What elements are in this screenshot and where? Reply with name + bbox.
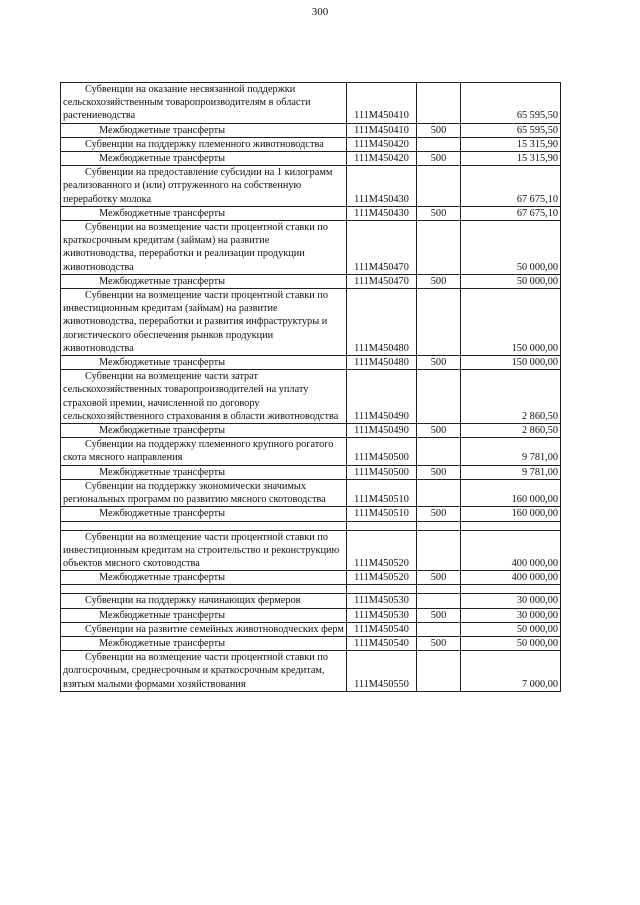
row-type xyxy=(417,370,461,424)
row-code: 111M450510 xyxy=(347,479,417,506)
table-row xyxy=(61,530,561,571)
row-name: Межбюджетные трансферты xyxy=(61,507,347,521)
row-sum: 7 000,00 xyxy=(461,651,561,692)
row-sum: 160 000,00 xyxy=(461,479,561,506)
spacer-row xyxy=(61,521,561,530)
row-sum: 150 000,00 xyxy=(461,289,561,356)
row-code: 111M450500 xyxy=(347,438,417,465)
row-code: 111M450510 xyxy=(347,507,417,521)
table-row xyxy=(61,356,561,370)
table-row xyxy=(61,622,561,636)
row-sum: 65 595,50 xyxy=(461,123,561,137)
table-row xyxy=(61,507,561,521)
table-row xyxy=(61,221,561,275)
spacer-row xyxy=(61,585,561,594)
table-row xyxy=(61,152,561,166)
row-sum: 50 000,00 xyxy=(461,636,561,650)
row-code: 111M450430 xyxy=(347,166,417,207)
row-type: 500 xyxy=(417,356,461,370)
row-type: 500 xyxy=(417,571,461,585)
table-row xyxy=(61,438,561,465)
row-type: 500 xyxy=(417,608,461,622)
row-type xyxy=(417,137,461,151)
row-type: 500 xyxy=(417,152,461,166)
row-sum: 15 315,90 xyxy=(461,137,561,151)
row-type: 500 xyxy=(417,636,461,650)
row-sum: 2 860,50 xyxy=(461,370,561,424)
row-type: 500 xyxy=(417,274,461,288)
row-name: Субвенции на оказание несвязанной поддержки сельскохозяйственным товаропроизводителям в области растениеводства xyxy=(61,83,347,124)
row-code: 111M450520 xyxy=(347,530,417,571)
row-sum: 160 000,00 xyxy=(461,507,561,521)
table-row xyxy=(61,83,561,124)
table-row xyxy=(61,571,561,585)
row-sum: 50 000,00 xyxy=(461,221,561,275)
row-name: Субвенции на развитие семейных животноводческих ферм xyxy=(61,622,347,636)
row-sum: 50 000,00 xyxy=(461,274,561,288)
row-name: Межбюджетные трансферты xyxy=(61,206,347,220)
row-type: 500 xyxy=(417,424,461,438)
row-name: Межбюджетные трансферты xyxy=(61,571,347,585)
row-sum: 9 781,00 xyxy=(461,465,561,479)
row-name: Межбюджетные трансферты xyxy=(61,152,347,166)
row-name: Субвенции на поддержку начинающих фермеров xyxy=(61,594,347,608)
row-type xyxy=(417,651,461,692)
table-row xyxy=(61,274,561,288)
row-type: 500 xyxy=(417,206,461,220)
table-row xyxy=(61,636,561,650)
row-code: 111M450490 xyxy=(347,424,417,438)
row-type xyxy=(417,622,461,636)
row-type xyxy=(417,594,461,608)
table-row xyxy=(61,608,561,622)
row-type: 500 xyxy=(417,507,461,521)
row-code: 111M450530 xyxy=(347,608,417,622)
row-name: Субвенции на возмещение части процентной ставки по инвестиционным кредитам на строительство и реконструкцию объектов мясного скотоводства xyxy=(61,530,347,571)
row-name: Межбюджетные трансферты xyxy=(61,123,347,137)
row-name: Межбюджетные трансферты xyxy=(61,424,347,438)
table-row xyxy=(61,424,561,438)
row-code: 111M450410 xyxy=(347,123,417,137)
row-code: 111M450550 xyxy=(347,651,417,692)
row-code: 111M450420 xyxy=(347,152,417,166)
table-row xyxy=(61,289,561,356)
row-name: Межбюджетные трансферты xyxy=(61,274,347,288)
table-row xyxy=(61,465,561,479)
row-name: Субвенции на возмещение части затрат сельскохозяйственных товаропроизводителей на уплату страховой премии, начисленной по договору сельскохозяйственного страхования в области животноводства xyxy=(61,370,347,424)
row-code: 111M450500 xyxy=(347,465,417,479)
row-name: Субвенции на возмещение части процентной ставки по долгосрочным, среднесрочным и краткосрочным кредитам, взятым малыми формами хозяйствования xyxy=(61,651,347,692)
page-number: 300 xyxy=(311,6,329,18)
row-type: 500 xyxy=(417,123,461,137)
row-type xyxy=(417,289,461,356)
table-row xyxy=(61,206,561,220)
row-sum: 50 000,00 xyxy=(461,622,561,636)
row-name: Субвенции на возмещение части процентной ставки по краткосрочным кредитам (займам) на развитие животноводства, переработки и реализации продукции животноводства xyxy=(61,221,347,275)
row-name: Субвенции на поддержку племенного животноводства xyxy=(61,137,347,151)
row-code: 111M450410 xyxy=(347,83,417,124)
row-name: Субвенции на поддержку экономически значимых региональных программ по развитию мясного скотоводства xyxy=(61,479,347,506)
row-code: 111M450490 xyxy=(347,370,417,424)
table-row xyxy=(61,137,561,151)
table-row xyxy=(61,651,561,692)
row-type xyxy=(417,438,461,465)
table-row xyxy=(61,370,561,424)
row-code: 111M450470 xyxy=(347,221,417,275)
row-sum: 2 860,50 xyxy=(461,424,561,438)
row-sum: 65 595,50 xyxy=(461,83,561,124)
row-type xyxy=(417,166,461,207)
row-name: Субвенции на возмещение части процентной ставки по инвестиционным кредитам (займам) на развитие животноводства, переработки и развития инфраструктуры и логистического обеспечения рынков продукции животноводства xyxy=(61,289,347,356)
row-type xyxy=(417,479,461,506)
row-sum: 150 000,00 xyxy=(461,356,561,370)
row-type xyxy=(417,530,461,571)
row-code: 111M450540 xyxy=(347,636,417,650)
row-code: 111M450520 xyxy=(347,571,417,585)
table-row xyxy=(61,479,561,506)
row-name: Межбюджетные трансферты xyxy=(61,465,347,479)
row-code: 111M450480 xyxy=(347,289,417,356)
row-sum: 67 675,10 xyxy=(461,166,561,207)
row-type xyxy=(417,83,461,124)
row-code: 111M450430 xyxy=(347,206,417,220)
row-type xyxy=(417,221,461,275)
row-code: 111M450470 xyxy=(347,274,417,288)
row-code: 111M450480 xyxy=(347,356,417,370)
row-name: Межбюджетные трансферты xyxy=(61,356,347,370)
row-name: Межбюджетные трансферты xyxy=(61,608,347,622)
budget-table xyxy=(60,82,561,692)
row-code: 111M450540 xyxy=(347,622,417,636)
row-sum: 9 781,00 xyxy=(461,438,561,465)
row-sum: 15 315,90 xyxy=(461,152,561,166)
row-type: 500 xyxy=(417,465,461,479)
row-sum: 400 000,00 xyxy=(461,571,561,585)
row-name: Субвенции на предоставление субсидии на 1 килограмм реализованного и (или) отгруженного на собственную переработку молока xyxy=(61,166,347,207)
row-sum: 30 000,00 xyxy=(461,608,561,622)
table-row xyxy=(61,594,561,608)
row-sum: 400 000,00 xyxy=(461,530,561,571)
row-sum: 30 000,00 xyxy=(461,594,561,608)
row-sum: 67 675,10 xyxy=(461,206,561,220)
table-row xyxy=(61,166,561,207)
table-row xyxy=(61,123,561,137)
row-name: Межбюджетные трансферты xyxy=(61,636,347,650)
row-code: 111M450530 xyxy=(347,594,417,608)
row-code: 111M450420 xyxy=(347,137,417,151)
row-name: Субвенции на поддержку племенного крупного рогатого скота мясного направления xyxy=(61,438,347,465)
